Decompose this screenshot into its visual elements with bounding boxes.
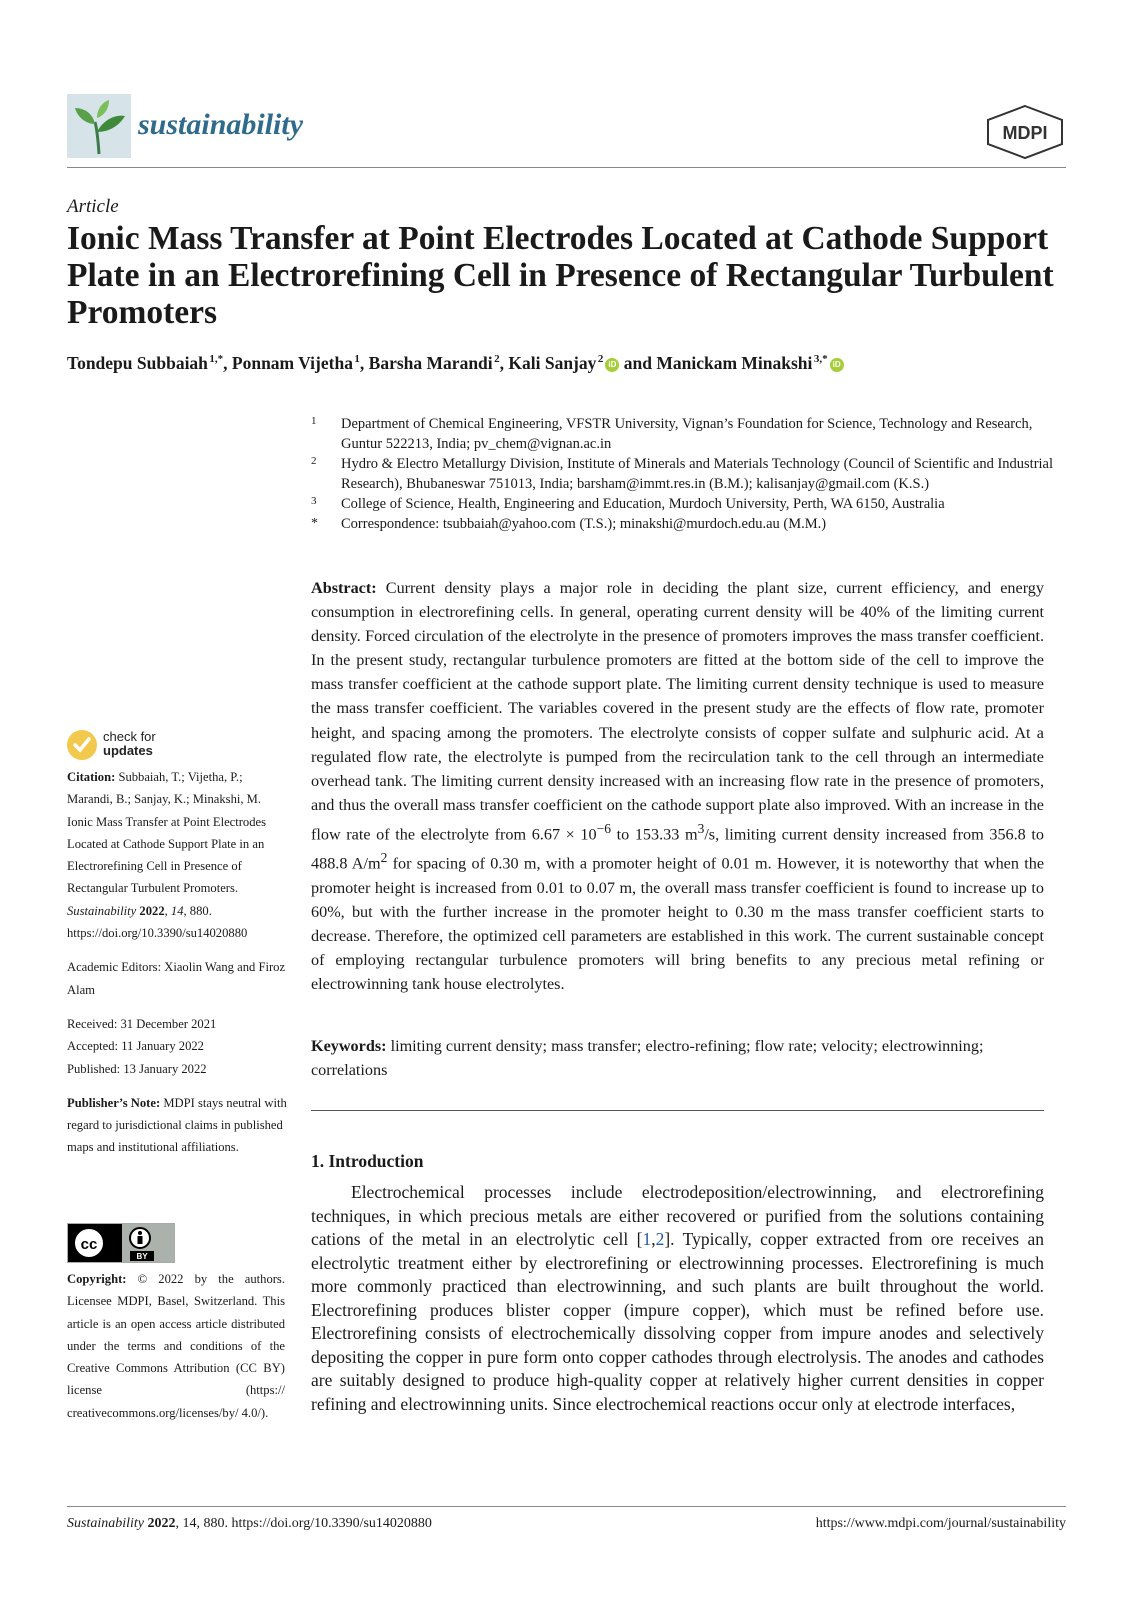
published-date: Published: 13 January 2022 xyxy=(67,1061,207,1076)
publisher-logo xyxy=(984,104,1066,160)
journal-logo xyxy=(67,94,131,158)
keywords-label: Keywords: xyxy=(311,1037,387,1055)
citation-link[interactable]: 1 xyxy=(642,1229,652,1249)
dates xyxy=(67,1013,287,1080)
affiliation-mark: 1 xyxy=(311,415,317,427)
author-affiliation-mark: 2 xyxy=(494,353,500,366)
author-affiliation-mark: 3,* xyxy=(813,353,828,366)
affiliation-mark: 3 xyxy=(311,495,317,507)
keywords-text: limiting current density; mass transfer; electro-refining; flow rate; velocity; electrowinning; correlations xyxy=(311,1037,984,1080)
introduction-body: Electrochemical processes include electrodeposition/electrowinning, and electrorefining techniques, in which precious metals are either recovered or purified from the solutions containing cations of the metal in an electrolytic cell [1,2]. Typically, copper extracted from ore receives an electrolytic treatment either by electrorefining or electrowinning processes. Electrorefining is much more commonly practiced than electrowinning, and such plants are built throughout the world. Electrorefining produces blister copper (impure copper), which must be refined before use. Electrorefining consists of electrochemically dissolving copper from impure anodes and selectively depositing the copper in pure form onto copper cathodes through electrolysis. The anodes and cathodes are suitably designed to produce high-quality copper at relatively higher current densities in copper refining and electrowinning units. Since electrochemical reactions occur only at electrode interfaces, xyxy=(311,1182,1044,1414)
author-name: Manickam Minakshi xyxy=(656,353,813,373)
author-name: Tondepu Subbaiah xyxy=(67,353,208,373)
keywords xyxy=(311,1034,1044,1082)
affiliation-mark: 2 xyxy=(311,455,317,467)
author-affiliation-mark: 1,* xyxy=(209,353,224,366)
header-rule xyxy=(67,167,1066,168)
footer-journal-url[interactable]: https://www.mdpi.com/journal/sustainability xyxy=(815,1516,1066,1531)
author-name: Ponnam Vijetha xyxy=(231,353,353,373)
correspondence-mark: * xyxy=(311,516,318,531)
academic-editors: Academic Editors: Xiaolin Wang and Firoz Alam xyxy=(67,960,286,997)
updates-label: updates xyxy=(103,743,153,758)
author-list: Tondepu Subbaiah $^{1,*}$, Ponnam Vijetha $^1$, Barsha Marandi $^2$, Kali Sanjay $^2$ iD and Manickam Minakshi $^{3,*}$ iD xyxy=(67,353,1067,374)
journal-name: sustainability xyxy=(138,108,304,141)
affiliation-item xyxy=(311,454,1071,494)
citation-block: Citation: Subbaiah, T.; Vijetha, P.; Marandi, B.; Sanjay, K.; Minakshi, M. Ionic Mass Transfer at Point Electrodes Located at Cathode Support Plate in an Electrorefining Cell in Presence of Rectangular Turbulent Promoters. Sustainability 2022, 14, 880. https://doi.org/10.3390/su14020880 xyxy=(67,770,267,941)
abstract: Abstract: Current density plays a major role in deciding the plant size, current efficiency, and energy consumption in electrorefining cells. In general, operating current density will be 40% of the limiting current density. Forced circulation of the electrolyte in the presence of promoters improves the mass transfer coefficient. In the present study, rectangular turbulence promoters are fitted at the bottom side of the cell to improve the mass transfer coefficient at the cathode support plate. The limiting current density technique is used to measure the mass transfer coefficient. The variables covered in the present study are the effects of flow rate, promoter height, and spacing among the promoters. The electrolyte consists of copper sulfate and sulphuric acid. At a regulated flow rate, the electrolyte is pumped from the recirculation tank to the cell through an intermediate overhead tank. The limiting current density increased with an increasing flow rate in the presence of promoters, and thus the overall mass transfer coefficient on the cathode support plate also improved. With an increase in the flow rate of the electrolyte from $6.67 \times 10^{-6}$ to 153.33 $m^3/s$, limiting current density increased from 356.8 to 488.8 $A/m^2$ for spacing of 0.30 m, with a promoter height of 0.01 m. However, it is noteworthy that when the promoter height is increased from 0.01 to 0.07 m, the overall mass transfer coefficient is found to increase up to 60%, but with the further increase in the promoter height to 0.30 m the mass transfer coefficient starts to decrease. Therefore, the optimized cell parameters are established in this work. The current sustainable concept of employing rectangular turbulence promoters will bring benefits to any precious metal refining or electrowinning tank house electrolytes. xyxy=(311,579,1044,994)
correspondence-text: Correspondence: tsubbaiah@yahoo.com (T.S.); minakshi@murdoch.edu.au (M.M.) xyxy=(341,516,827,532)
cc-by-label: BY xyxy=(136,1252,148,1261)
article-title: Ionic Mass Transfer at Point Electrodes Located at Cathode Support Plate in an Electrorefining Cell in Presence of Rectangular Turbulent Promoters xyxy=(67,220,1054,331)
received-date: Received: 31 December 2021 xyxy=(67,1016,217,1031)
cc-license-badge[interactable] xyxy=(67,1223,175,1263)
accepted-date: Accepted: 11 January 2022 xyxy=(67,1039,204,1054)
publisher-name: MDPI xyxy=(1002,123,1048,143)
section-divider xyxy=(311,1110,1044,1111)
check-label: check for xyxy=(103,729,156,744)
footer-citation: Sustainability 2022, 14, 880. https://doi.org/10.3390/su14020880 xyxy=(67,1516,432,1531)
author-affiliation-mark: 2 xyxy=(597,353,604,366)
affiliation-item xyxy=(311,414,1071,454)
affiliation-text: Hydro & Electro Metallurgy Division, Institute of Minerals and Materials Technology (Council of Scientific and Industrial Research), Bhubaneswar 751013, India; barsham@immt.res.in (B.M.); kalisanjay@gmail.com (K.S.) xyxy=(341,456,1054,492)
copyright-notice: Copyright: © 2022 by the authors. Licensee MDPI, Basel, Switzerland. This article is an open access article distributed under the terms and conditions of the Creative Commons Attribution (CC BY) license (https:// creativecommons.org/licenses/by/ 4.0/). xyxy=(67,1272,285,1420)
check-for-updates-button[interactable] xyxy=(67,728,187,764)
affiliation-text: College of Science, Health, Engineering and Education, Murdoch University, Perth, WA 6150, Australia xyxy=(341,496,945,512)
orcid-icon[interactable]: iD xyxy=(830,358,844,372)
sidebar xyxy=(67,766,287,1171)
svg-text:cc: cc xyxy=(80,1236,98,1253)
author-name: Kali Sanjay xyxy=(508,353,597,373)
leaf-icon xyxy=(67,94,131,158)
affiliation-item xyxy=(311,494,1071,514)
citation-doi[interactable]: , 880. https://doi.org/10.3390/su14020880 xyxy=(67,903,248,941)
footer-rule xyxy=(67,1506,1066,1507)
affiliation-text: Department of Chemical Engineering, VFSTR University, Vignan’s Foundation for Science, Technology and Research, Guntur 522213, India; pv_chem@vignan.ac.in xyxy=(341,416,1033,452)
orcid-icon[interactable]: iD xyxy=(605,358,619,372)
author-affiliation-mark: 1 xyxy=(354,353,360,366)
author-name: Barsha Marandi xyxy=(368,353,493,373)
citation-link[interactable]: 2 xyxy=(655,1229,665,1249)
correspondence-item xyxy=(311,514,1071,534)
check-icon xyxy=(67,730,97,760)
section-heading: 1. Introduction xyxy=(311,1151,424,1171)
article-type: Article xyxy=(67,196,119,217)
publisher-note: Publisher’s Note: MDPI stays neutral with regard to jurisdictional claims in published maps and institutional affiliations. xyxy=(67,1095,287,1155)
affiliations xyxy=(311,414,1071,534)
abstract-label: Abstract: xyxy=(311,579,377,597)
